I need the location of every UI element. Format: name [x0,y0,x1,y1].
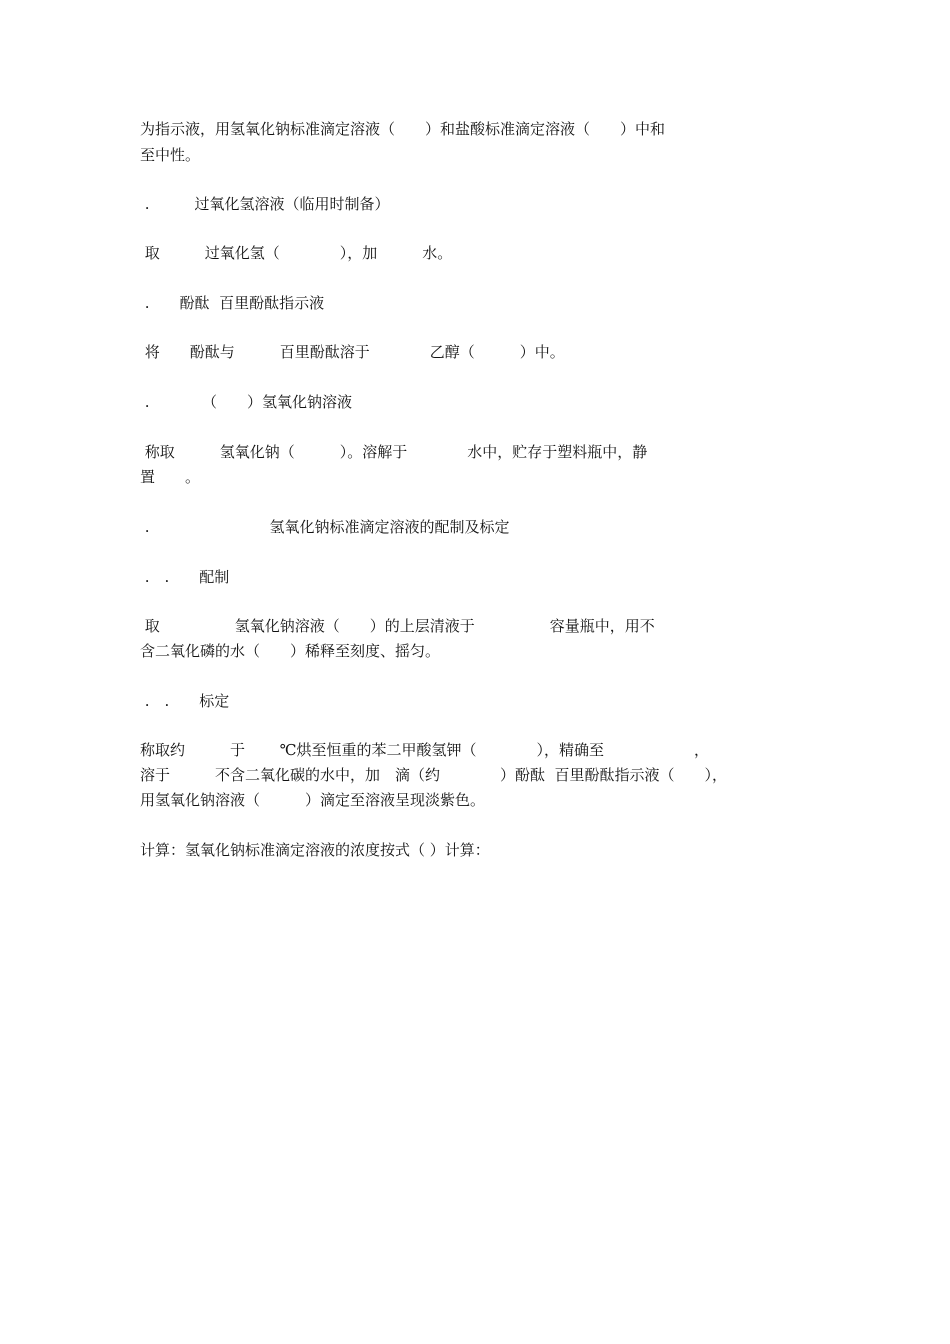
paragraph-line: 用氢氧化钠溶液（ ）滴定至溶液呈现淡紫色。 [140,791,486,809]
paragraph-line: 计算：氢氧化钠标准滴定溶液的浓度按式（ ）计算： [140,841,490,859]
paragraph-line: 至中性。 [140,146,201,164]
paragraph-line: 取 过氧化氢（ ），加 水。 [140,244,453,262]
section-heading: . 氢氧化钠标准滴定溶液的配制及标定 [140,518,510,536]
section-heading: . （ ）氢氧化钠溶液 [140,393,353,411]
subsection-heading: . . 配制 [140,568,230,586]
paragraph-line: 将 酚酞与 百里酚酞溶于 乙醇（ ）中。 [140,343,565,361]
paragraph-line: 取 氢氧化钠溶液（ ）的上层清液于 容量瓶中，用不 [140,617,655,635]
section-heading: . 过氧化氢溶液（临用时制备） [140,195,390,213]
paragraph-line: 称取 氢氧化钠（ ）。溶解于 水中，贮存于塑料瓶中，静 [140,443,648,461]
paragraph-line: 溶于 不含二氧化碳的水中，加 滴（约 ）酚酞 百里酚酞指示液（ ）， [140,766,728,784]
paragraph-line: 为指示液，用氢氧化钠标准滴定溶液（ ）和盐酸标准滴定溶液（ ）中和 [140,120,666,138]
section-heading: . 酚酞 百里酚酞指示液 [140,294,325,312]
paragraph-line: 置 。 [140,468,201,486]
paragraph-line: 称取约 于 ℃烘至恒重的苯二甲酸氢钾（ ），精确至 ， [140,741,710,759]
paragraph-line: 含二氧化磷的水（ ）稀释至刻度、摇匀。 [140,642,441,660]
subsection-heading: . . 标定 [140,692,230,710]
